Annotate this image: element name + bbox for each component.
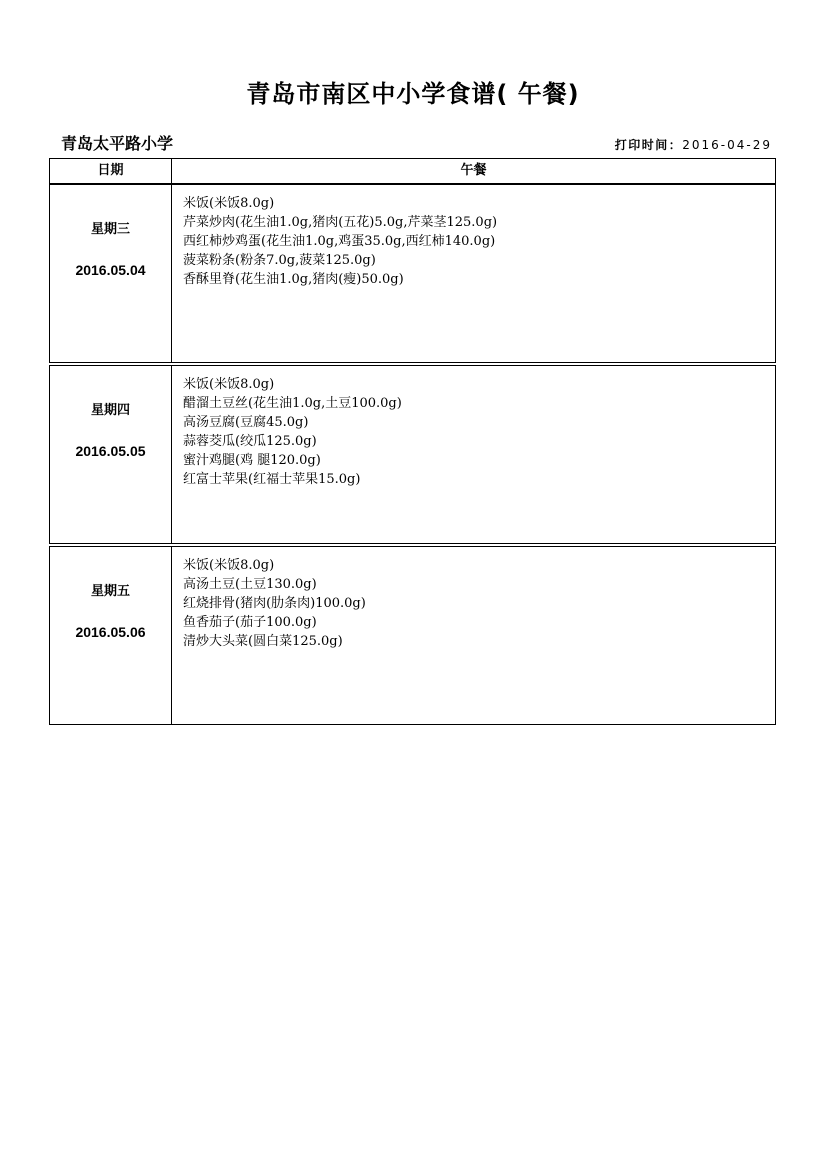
page-title: 青岛市南区中小学食谱( 午餐): [246, 80, 580, 108]
dish-item: 米饭(米饭8.0g): [183, 377, 275, 392]
day-row: [49, 365, 776, 544]
dish-item: 红富士苹果(红福士苹果15.0g): [183, 472, 361, 487]
dish-item: 米饭(米饭8.0g): [183, 196, 275, 211]
school-name: 青岛太平路小学: [61, 134, 174, 153]
dish-item: 菠菜粉条(粉条7.0g,菠菜125.0g): [183, 253, 376, 268]
date-cell: [50, 366, 172, 543]
dish-item: 西红柿炒鸡蛋(花生油1.0g,鸡蛋35.0g,西红柿140.0g): [183, 234, 496, 249]
header-date: 日期: [50, 159, 172, 183]
header-meal: 午餐: [460, 163, 487, 178]
day-row: [49, 546, 776, 725]
date: 2016.05.05: [75, 443, 146, 459]
dish-item: 米饭(米饭8.0g): [183, 558, 275, 573]
dish-item: 蜜汁鸡腿(鸡 腿120.0g): [183, 453, 321, 468]
date: 2016.05.06: [75, 624, 146, 640]
dish-item: 香酥里脊(花生油1.0g,猪肉(瘦)50.0g): [183, 272, 404, 287]
dish-item: 高汤土豆(土豆130.0g): [183, 577, 317, 592]
meal-cell: [172, 547, 775, 724]
dish-item: 高汤豆腐(豆腐45.0g): [183, 415, 309, 430]
date-cell: [50, 547, 172, 724]
print-time: [615, 136, 772, 153]
dish-item: 芹菜炒肉(花生油1.0g,猪肉(五花)5.0g,芹菜茎125.0g): [183, 215, 498, 230]
date: 2016.05.04: [75, 262, 146, 278]
meal-cell: [172, 185, 775, 362]
dish-item: 蒜蓉茭瓜(绞瓜125.0g): [183, 434, 317, 449]
day-row: [49, 184, 776, 363]
table-header: [49, 158, 776, 184]
dish-item: 红烧排骨(猪肉(肋条肉)100.0g): [183, 596, 366, 611]
dish-item: 鱼香茄子(茄子100.0g): [183, 615, 317, 630]
meal-cell: [172, 366, 775, 543]
print-time-value: 2016-04-29: [682, 138, 772, 152]
weekday: 星期四: [90, 403, 130, 418]
dish-item: 醋溜土豆丝(花生油1.0g,土豆100.0g): [183, 396, 402, 411]
weekday: 星期三: [90, 222, 130, 237]
weekday: 星期五: [90, 584, 130, 599]
date-cell: [50, 185, 172, 362]
dish-item: 清炒大头菜(圆白菜125.0g): [183, 634, 343, 649]
print-time-label: 打印时间：: [614, 138, 683, 152]
